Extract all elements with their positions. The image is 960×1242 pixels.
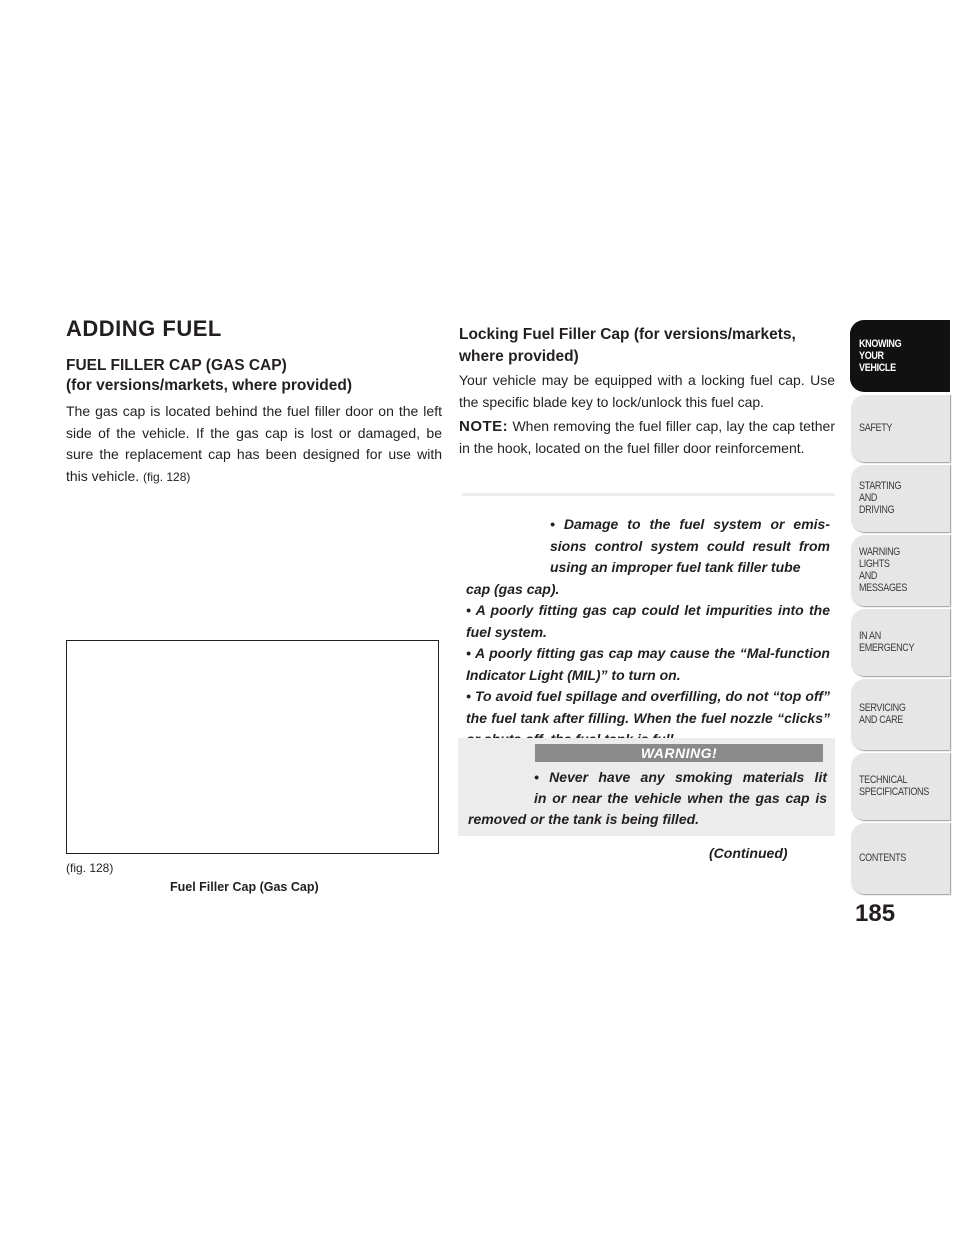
gas-cap-paragraph xyxy=(66,401,442,488)
tab-label: CONTENTS xyxy=(859,852,906,864)
section-title: ADDING FUEL xyxy=(66,316,222,341)
caution-box xyxy=(466,514,830,751)
caution-bullet-3: • A poorly fitting gas cap may cause the “Mal-function Indicator Light (MIL)” to turn on. xyxy=(466,645,830,683)
caution-divider xyxy=(462,493,835,496)
tab-contents[interactable] xyxy=(850,822,950,894)
fuel-filler-cap-heading xyxy=(66,356,446,396)
tab-servicing-and-care[interactable] xyxy=(850,678,950,750)
tab-label: KNOWING YOUR VEHICLE xyxy=(859,338,902,374)
tab-label: SERVICING AND CARE xyxy=(859,702,906,726)
note-paragraph xyxy=(459,416,835,459)
gas-cap-body: The gas cap is located behind the fuel filler door on the left side of the vehicle. If the gas cap is lost or damaged, be sure the replacement cap has been designed for use with this vehicle. xyxy=(66,403,442,484)
locking-paragraph: Your vehicle may be equipped with a locking fuel cap. Use the specific blade key to lock/unlock this fuel cap. xyxy=(459,372,835,410)
tab-safety[interactable] xyxy=(850,394,950,462)
note-body: When removing the fuel filler cap, lay the cap tether in the hook, located on the fuel filler door reinforcement. xyxy=(459,418,835,456)
tab-starting-and-driving[interactable] xyxy=(850,464,950,532)
figure-128-image xyxy=(66,640,439,854)
warning-line-2: in or near the vehicle when the gas cap is xyxy=(534,790,827,806)
tab-label: SAFETY xyxy=(859,422,893,434)
note-label: NOTE: xyxy=(459,418,509,435)
warning-line-1: • Never have any smoking materials lit xyxy=(534,769,827,785)
continued-label: (Continued) xyxy=(709,845,788,861)
page-number: 185 xyxy=(855,900,896,927)
figure-reference: (fig. 128) xyxy=(143,469,191,484)
tab-warning-lights-and-messages[interactable] xyxy=(850,534,950,606)
caution-bullet-2: • A poorly fitting gas cap could let impurities into the fuel system. xyxy=(466,602,830,640)
tab-in-an-emergency[interactable] xyxy=(850,608,950,676)
caution-bullet-4: • To avoid fuel spillage and overfilling, do not “top off” the fuel tank after filling. When the fuel nozzle “clicks” xyxy=(466,688,830,726)
tab-knowing-your-vehicle[interactable] xyxy=(850,320,950,392)
tab-label: TECHNICAL SPECIFICATIONS xyxy=(859,774,929,798)
warning-line-3: removed or the tank is being filled. xyxy=(468,811,700,827)
locking-fuel-cap-heading: Locking Fuel Filler Cap (for versions/markets, where provided) xyxy=(459,326,796,365)
caution-line-1: • Damage to the fuel system or emis- xyxy=(550,516,830,532)
tab-technical-specifications[interactable] xyxy=(850,752,950,820)
tab-label: STARTING AND DRIVING xyxy=(859,480,902,516)
heading-line-2: (for versions/markets, where provided) xyxy=(66,377,352,394)
caution-line-2: sions control system could result from xyxy=(550,537,830,554)
warning-header: WARNING! xyxy=(535,744,823,762)
heading-line-1: FUEL FILLER CAP (GAS CAP) xyxy=(66,357,287,374)
caution-line-3: using an improper fuel tank filler tube xyxy=(550,559,801,575)
figure-label: (fig. 128) xyxy=(66,861,114,875)
tab-label: WARNING LIGHTS AND MESSAGES xyxy=(859,546,908,594)
figure-caption: Fuel Filler Cap (Gas Cap) xyxy=(170,880,319,894)
caution-line-4: cap (gas cap). xyxy=(466,580,560,597)
tab-label: IN AN EMERGENCY xyxy=(859,630,915,654)
warning-text xyxy=(468,767,827,830)
